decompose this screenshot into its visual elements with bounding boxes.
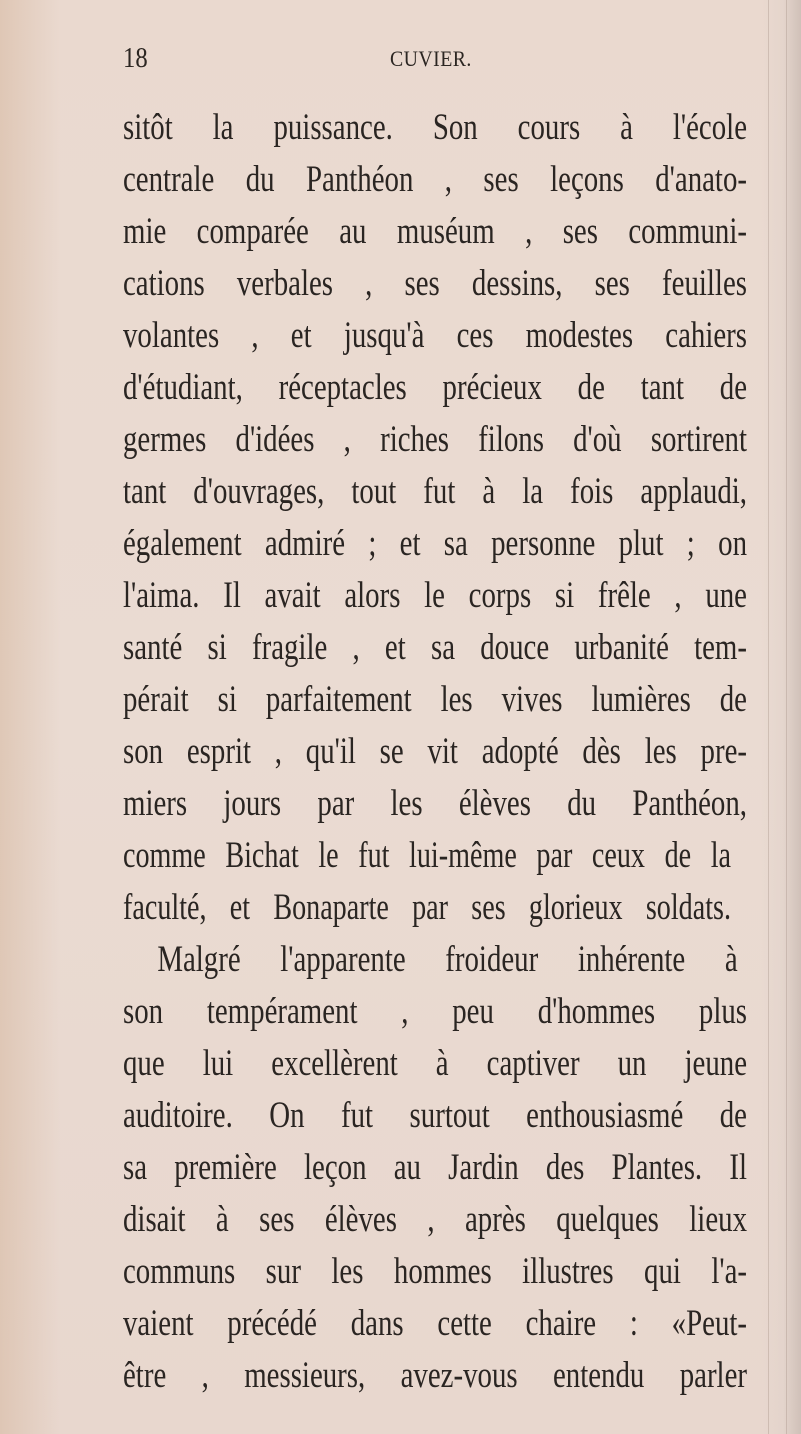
text-line: que lui excellèrent à captiver un jeune — [123, 1043, 747, 1084]
text-line: mie comparée au muséum , ses communi- — [123, 211, 747, 252]
body-text — [123, 102, 746, 1402]
text-line: miers jours par les élèves du Panthéon, — [123, 783, 747, 824]
text-line: germes d'idées , riches filons d'où sortirent — [123, 419, 747, 460]
paragraph-first-line: Malgré l'apparente froideur inhérente à — [157, 939, 738, 980]
text-line: faculté, et Bonaparte par ses glorieux soldats. — [123, 887, 731, 928]
text-line: comme Bichat le fut lui-même par ceux de la — [123, 835, 731, 876]
text-line: cations verbales , ses dessins, ses feuilles — [123, 263, 747, 304]
text-line: communs sur les hommes illustres qui l'a- — [123, 1251, 747, 1292]
page-number: 18 — [123, 42, 148, 74]
text-line: pérait si parfaitement les vives lumières de — [123, 679, 747, 720]
page-edge-line — [786, 0, 787, 1434]
text-line: santé si fragile , et sa douce urbanité tem- — [123, 627, 747, 668]
text-line: également admiré ; et sa personne plut ; on — [123, 523, 747, 564]
text-line: sa première leçon au Jardin des Plantes. Il — [123, 1147, 747, 1188]
text-line: volantes , et jusqu'à ces modestes cahiers — [123, 315, 747, 356]
running-title: CUVIER. — [390, 46, 472, 71]
page-edge-line — [768, 0, 769, 1434]
text-line: centrale du Panthéon , ses leçons d'anato- — [123, 159, 747, 200]
text-line: auditoire. On fut surtout enthousiasmé de — [123, 1095, 747, 1136]
text-line: sitôt la puissance. Son cours à l'école — [123, 107, 747, 148]
text-line: l'aima. Il avait alors le corps si frêle , une — [123, 575, 747, 616]
text-line: d'étudiant, réceptacles précieux de tant de — [123, 367, 747, 408]
running-head — [123, 42, 745, 72]
text-line: vaient précédé dans cette chaire : «Peut- — [123, 1303, 747, 1344]
text-line: être , messieurs, avez-vous entendu parler — [123, 1355, 747, 1396]
text-line: son tempérament , peu d'hommes plus — [123, 991, 747, 1032]
text-line: disait à ses élèves , après quelques lieux — [123, 1199, 747, 1240]
text-line: son esprit , qu'il se vit adopté dès les pre- — [123, 731, 747, 772]
text-line: tant d'ouvrages, tout fut à la fois applaudi, — [123, 471, 747, 512]
